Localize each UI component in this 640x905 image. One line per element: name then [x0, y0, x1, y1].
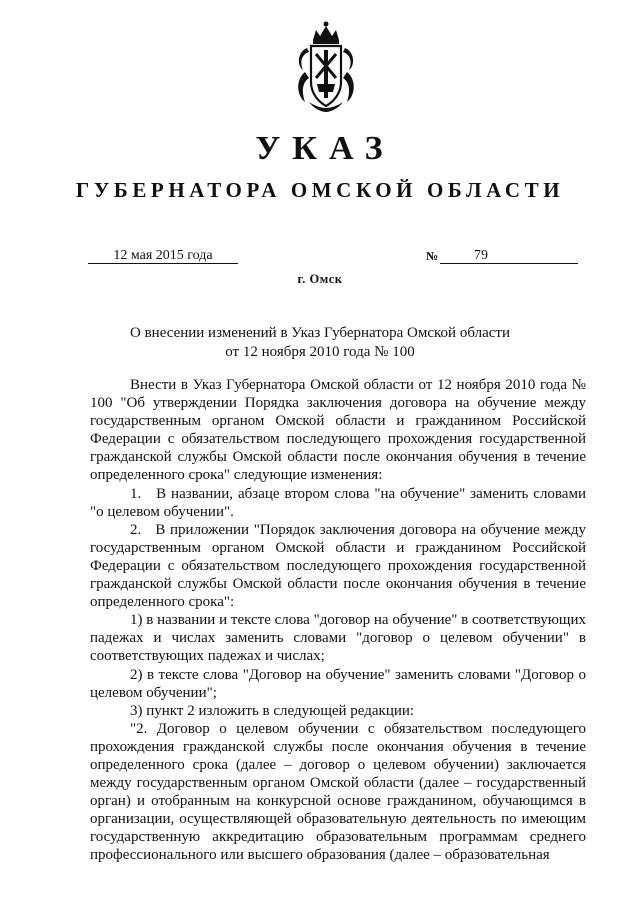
decree-number: 79: [440, 248, 578, 264]
paragraph: 2) в тексте слова "Договор на обучение" заменить словами "Договор о целевом обучении";: [90, 666, 586, 701]
decree-subject: [100, 324, 540, 362]
coat-of-arms-emblem: [293, 20, 359, 115]
paragraph: 1. В названии, абзаце втором слова "на обучение" заменить словами "о целевом обучении".: [90, 485, 586, 520]
city-name: г. Омск: [297, 272, 343, 286]
decree-date: 12 мая 2015 года: [88, 248, 238, 264]
number-label: №: [426, 249, 439, 263]
paragraph: 3) пункт 2 изложить в следующей редакции:: [130, 702, 415, 719]
decree-body: [90, 376, 586, 865]
document-subtitle: ГУБЕРНАТОРА ОМСКОЙ ОБЛАСТИ: [75, 178, 565, 202]
paragraph: 2. В приложении "Порядок заключения договора на обучение между государственным органом Омской области и гражданином Российской Федерации с обязательством последующего прохождения государственной гражданской службы Омской области после окончания обучения в течение определенного срока":: [90, 521, 586, 611]
subject-line: от 12 ноября 2010 года № 100: [225, 344, 415, 360]
subject-line: О внесении изменений в Указ Губернатора Омской области: [130, 325, 510, 341]
paragraph: 1) в названии и тексте слова "договор на обучение" в соответствующих падежах и числах заменить словами "договор о целевом обучении" в соответствующих падежах и числах;: [90, 612, 586, 665]
document-title: УКАЗ: [255, 130, 395, 167]
paragraph: Внести в Указ Губернатора Омской области от 12 ноября 2010 года № 100 "Об утверждении Порядка заключения договора на обучение между государственным органом Омской области и гражданином Российской Федерации с обязательством последующего прохождения государственной гражданской службы Омской области после окончания обучения в течение определенного срока" следующие изменения:: [90, 377, 586, 484]
paragraph: "2. Договор о целевом обучении с обязательством последующего прохождения гражданской службы после окончания обучения в течение определенного срока (далее – договор о целевом обучении) заключается между государственным органом Омской области (далее – государственный орган) и отобранным на конкурсной основе гражданином, обучающимся в организации, осуществляющей образовательную деятельность по имеющим государственную аккредитацию образовательным программам среднего профессионального или высшего образования (далее – образовательная: [90, 720, 586, 864]
